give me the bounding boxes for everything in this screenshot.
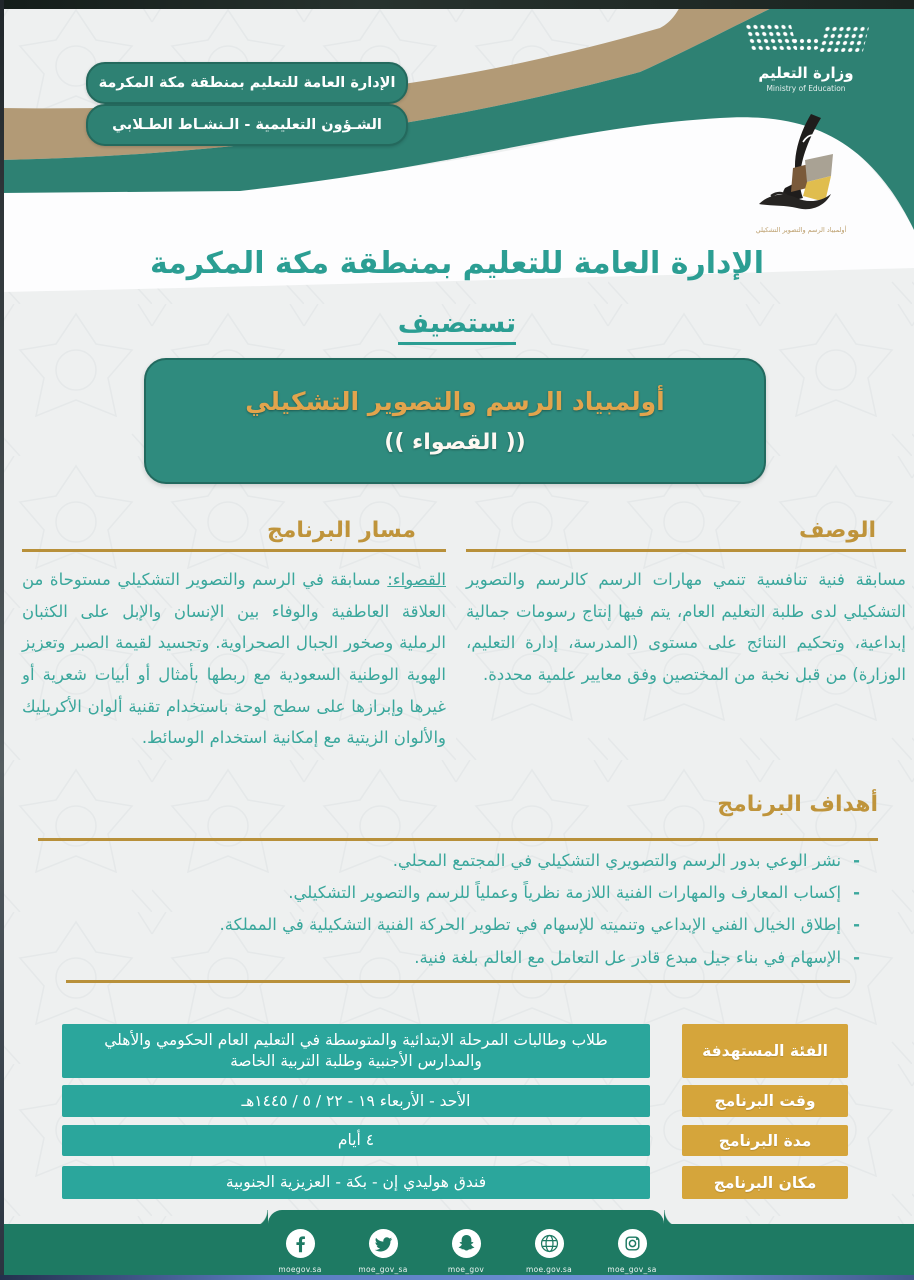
- globe-icon: [534, 1228, 565, 1259]
- gold-divider: [66, 980, 850, 983]
- program-track-section: [22, 518, 446, 754]
- track-body-text: مسابقة في الرسم والتصوير التشكيلي مستوحاة من العلاقة العاطفية والوفاء بين الإنسان والإبل على الكثبان الرملية وصخور الجبال الصحراوية. وتجسيد لقيمة الصبر وتعزيز الهوية الوطنية السعودية مع ربطها بأمثال أو أبيات شعرية أو غيرها وإبرازها على سطح لوحة باستخدام تقنية ألوان الأكريليك والألوان الزيتية مع إمكانية استخدام الوسائط.: [22, 570, 446, 748]
- row-label-program-time: وقت البرنامج: [682, 1085, 848, 1117]
- olympiad-calligraphy-icon: [741, 112, 861, 220]
- social-facebook: [268, 1228, 332, 1274]
- hosts-subtitle: [0, 308, 914, 339]
- goal-item: - نشر الوعي بدور الرسم والتصويري التشكيلي في المجتمع المحلي.: [392, 851, 860, 870]
- row-label-program-duration: مدة البرنامج: [682, 1125, 848, 1156]
- instagram-handle: moe_gov_sa: [607, 1265, 657, 1274]
- badge-label: الإدارة العامة للتعليم بمنطقة مكة المكرمة: [98, 75, 396, 91]
- page-title: الإدارة العامة للتعليم بمنطقة مكة المكرمة: [149, 246, 765, 281]
- olympiad-logo-caption: أولمبياد الرسم والتصوير التشكيلي: [755, 226, 847, 234]
- snapchat-icon: [451, 1228, 482, 1259]
- goals-list: [0, 845, 860, 974]
- row-value-program-duration: ٤ أيام: [62, 1125, 650, 1156]
- photo-edge-bottom: [0, 1275, 914, 1280]
- gold-divider: [466, 549, 906, 552]
- footer-raised-tab: [268, 1210, 664, 1228]
- photo-edge-left: [0, 0, 4, 1280]
- badge-student-activity: [86, 104, 408, 146]
- facebook-icon: [285, 1228, 316, 1259]
- ministry-logo-dots-icon: [746, 24, 866, 58]
- gold-divider: [38, 838, 878, 841]
- social-snapchat: [434, 1228, 498, 1274]
- olympiad-logo: [736, 112, 866, 234]
- goals-heading: أهداف البرنامج: [717, 792, 878, 817]
- track-lead-word: القصواء:: [387, 570, 446, 589]
- program-track-body: [22, 564, 446, 754]
- program-track-heading: مسار البرنامج: [266, 518, 416, 543]
- badge-general-administration: [86, 62, 408, 104]
- ministry-name-english: Ministry of Education: [766, 84, 846, 93]
- ministry-name-arabic: وزارة التعليم: [758, 64, 854, 82]
- badge-label: الشـؤون التعليمية - الـنشـاط الطـلابي: [112, 117, 382, 133]
- goal-item: - إطلاق الخيال الفني الإبداعي وتنميته للإسهام في تطوير الحركة الفنية التشكيلية في المملكة.: [219, 915, 860, 935]
- social-instagram: [600, 1228, 664, 1274]
- description-body: مسابقة فنية تنافسية تنمي مهارات الرسم كالرسم والتصوير التشكيلي لدى طلبة التعليم العام، يتم فيها إنتاج رسومات جمالية إبداعية، وتحكيم النتائج على مستوى (المدرسة، إدارة التعليم، الوزارة) من قبل نخبة من المختصين وفق معايير علمية محددة.: [466, 570, 906, 685]
- snapchat-handle: moe_gov: [447, 1265, 485, 1274]
- gold-divider: [22, 549, 446, 552]
- goal-item: - الإسهام في بناء جيل مبدع قادر عل التعامل مع العالم بلغة فنية.: [414, 947, 860, 967]
- twitter-handle: moe_gov_sa: [358, 1265, 408, 1274]
- website-handle: moe.gov.sa: [526, 1265, 572, 1274]
- olympiad-title: أولمبياد الرسم والتصوير التشكيلي: [245, 387, 665, 416]
- row-value-target-group: طلاب وطالبات المرحلة الابتدائية والمتوسطة في التعليم العام الحكومي والأهلي والمدارس الأجنبية وطلبة التربية الخاصة: [62, 1024, 650, 1078]
- social-website: [517, 1228, 581, 1274]
- row-label-target-group: الفئة المستهدفة: [682, 1024, 848, 1078]
- footer-bar: [0, 1224, 914, 1280]
- description-heading: الوصف: [798, 518, 876, 543]
- ministry-logo: [736, 24, 876, 93]
- hosts-subtitle-text: تستضيف: [398, 308, 516, 345]
- row-label-program-location: مكان البرنامج: [682, 1166, 848, 1199]
- row-value-program-location: فندق هوليدي إن - بكة - العزيزية الجنوبية: [62, 1166, 650, 1199]
- social-links: [268, 1228, 664, 1274]
- facebook-handle: moegov.sa: [278, 1265, 322, 1274]
- goals-section: [0, 792, 914, 974]
- goal-item: - إكساب المعارف والمهارات الفنية اللازمة نظرياً وعملياً للرسم والتصوير التشكيلي.: [288, 883, 860, 903]
- olympiad-name: (( القصواء )): [384, 430, 526, 455]
- olympiad-banner: [144, 358, 766, 484]
- instagram-icon: [617, 1228, 648, 1259]
- description-section: [466, 518, 906, 691]
- twitter-icon: [368, 1228, 399, 1259]
- social-twitter: [351, 1228, 415, 1274]
- row-value-program-time: الأحد - الأربعاء ١٩ - ٢٢ / ٥ / ١٤٤٥هـ: [62, 1085, 650, 1117]
- photo-edge-top: [0, 0, 914, 9]
